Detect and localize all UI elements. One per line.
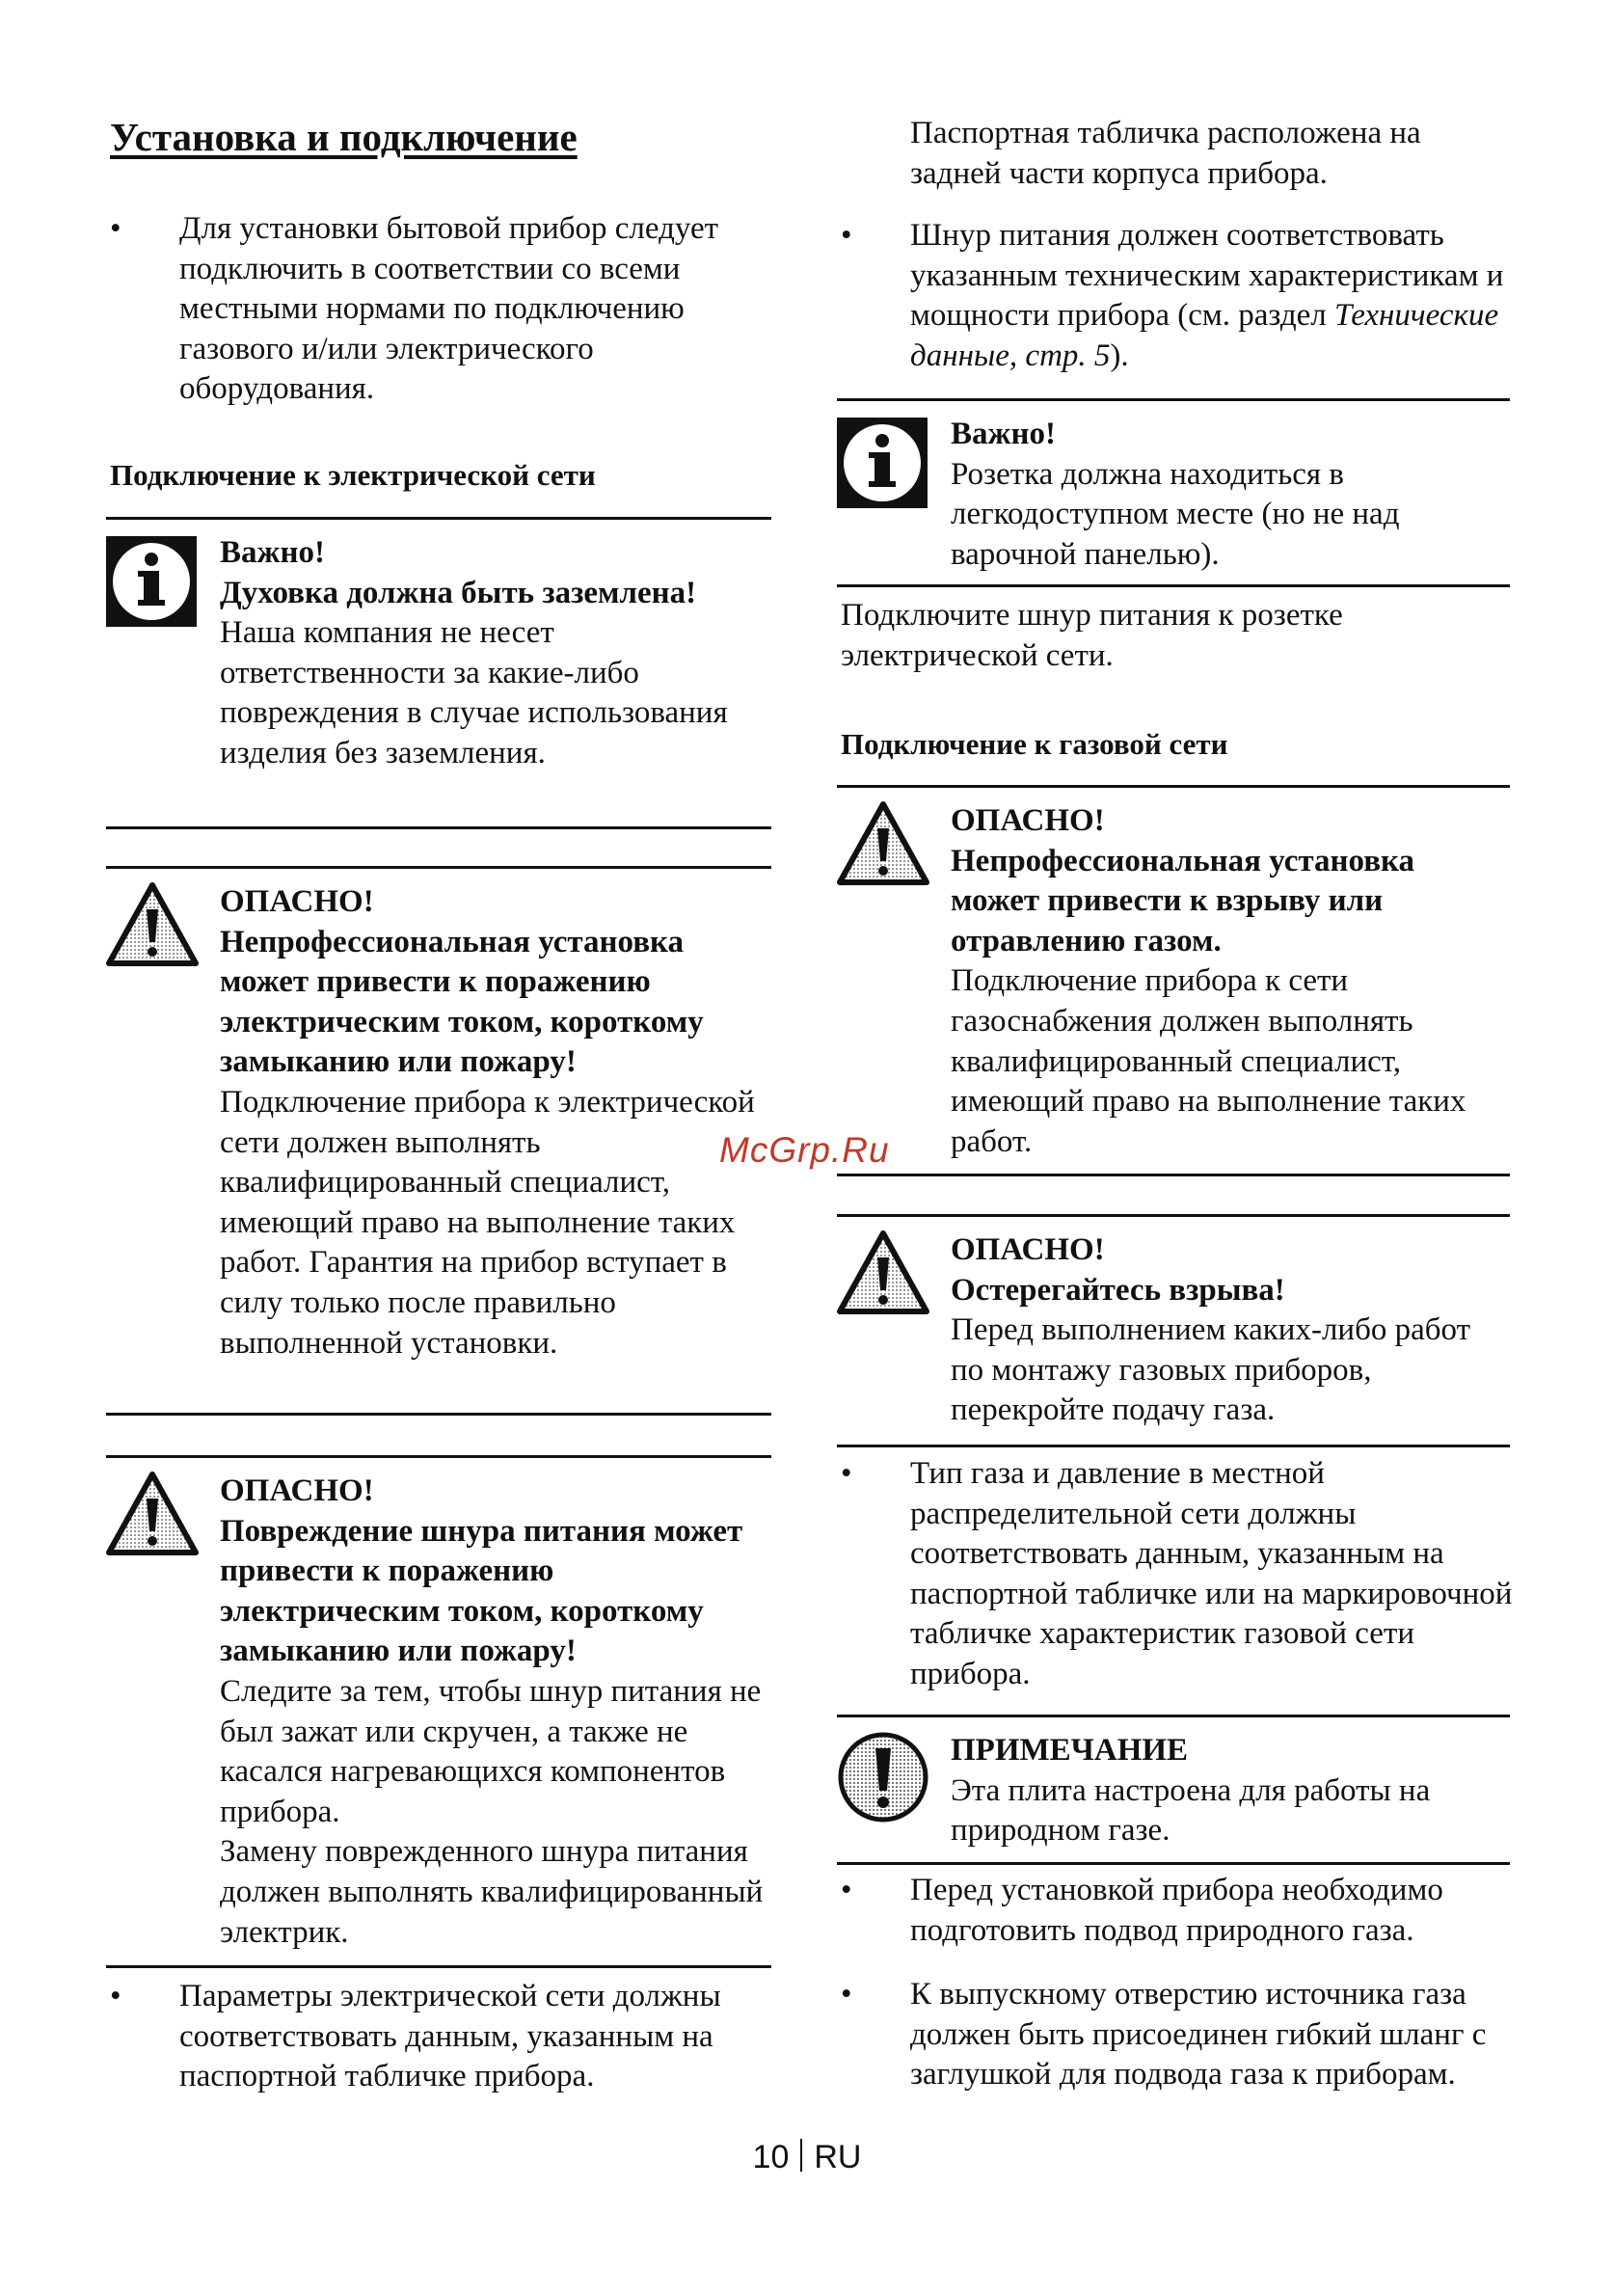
important-label: Важно!: [220, 535, 325, 570]
important-text: Наша компания не несет ответственности за какие-либо повреждения в случае использования изделия без заземления.: [220, 615, 728, 770]
prepare-bullet: • Перед установкой прибора необходимо подготовить подвод природного газа.: [841, 1873, 1443, 1948]
footer-separator: [800, 2139, 802, 2172]
bullet-dot: •: [110, 1979, 121, 2013]
danger-text: Подключение прибора к электрической сети должен выполнять квалифицированный специалист, имеющий право на выполнение таких работ. Гарантия на прибор вступает в силу только после правильно выполненной установки.: [220, 1084, 755, 1361]
language-code: RU: [814, 2139, 862, 2175]
danger-bold: Остерегайтесь взрыва!: [951, 1272, 1285, 1308]
danger-text-2: Замену поврежденного шнура питания должен выполнять квалифицированный электрик.: [220, 1834, 764, 1950]
danger-label: ОПАСНО!: [951, 1232, 1105, 1267]
important-text: Розетка должна находиться в легкодоступном месте (но не над варочной панелью).: [951, 456, 1400, 572]
warning-icon: [837, 1230, 929, 1320]
nameplate-text: Паспортная табличка расположена на задней части корпуса прибора.: [910, 116, 1421, 191]
warning-icon: [106, 1472, 199, 1561]
danger-label: ОПАСНО!: [951, 803, 1105, 838]
page-footer: [0, 2139, 1614, 2176]
exclamation-icon: [837, 1731, 929, 1828]
danger-label: ОПАСНО!: [220, 1473, 374, 1508]
gas-heading: Подключение к газовой сети: [841, 727, 1228, 761]
danger-text: Перед выполнением каких-либо работ по монтажу газовых приборов, перекройте подачу газа.: [951, 1312, 1471, 1428]
bullet-dot: •: [841, 218, 852, 253]
important-label: Важно!: [951, 417, 1056, 451]
bullet-dot: •: [841, 1456, 852, 1491]
note-label: ПРИМЕЧАНИЕ: [951, 1733, 1189, 1768]
danger-text: Следите за тем, чтобы шнур питания не был зажат или скручен, а также не касался нагревающихся компонентов прибора.: [220, 1673, 762, 1829]
spec-reference: Технические данные, стр. 5: [910, 298, 1499, 373]
warning-icon: [106, 882, 199, 972]
intro-bullet: • Для установки бытовой прибор следует подключить в соответствии со всеми местными нормами по подключению газового и/или электрического оборудования.: [110, 211, 719, 407]
danger-box-gas-install: [837, 785, 1510, 1176]
note-text: Эта плита настроена для работы на природном газе.: [951, 1772, 1431, 1849]
danger-bold: Непрофессиональная установка может привести к взрыву или отравлению газом.: [951, 843, 1415, 959]
important-box-socket: [837, 398, 1510, 587]
connect-text: Подключите шнур питания к розетке электрической сети.: [841, 598, 1343, 673]
params-bullet: • Параметры электрической сети должны соответствовать данным, указанным на паспортной табличке прибора.: [110, 1979, 721, 2094]
warning-icon: [837, 801, 929, 891]
bullet-dot: •: [841, 1977, 852, 2012]
danger-label: ОПАСНО!: [220, 884, 374, 919]
important-bold: Духовка должна быть заземлена!: [220, 575, 697, 610]
info-icon: [106, 536, 197, 632]
gas-type-bullet: • Тип газа и давление в местной распределительной сети должны соответствовать данным, указанным на паспортной табличке или на маркировочной табличке характеристик газовой сети прибора.: [841, 1456, 1513, 1691]
danger-bold: Повреждение шнура питания может привести к поражению электрическим током, короткому замыканию или пожару!: [220, 1513, 743, 1669]
danger-text: Подключение прибора к сети газоснабжения должен выполнять квалифицированный специалист, имеющий право на выполнение таких работ.: [951, 963, 1466, 1159]
bullet-dot: •: [841, 1873, 852, 1907]
cord-bullet: • Шнур питания должен соответствовать указанным техническим характеристикам и мощности прибора (см. раздел Технические данные, стр. 5).: [841, 218, 1504, 373]
electric-heading: Подключение к электрической сети: [110, 458, 596, 492]
note-box: [837, 1715, 1510, 1865]
page-number: 10: [752, 2139, 790, 2175]
danger-box-cord: [106, 1455, 771, 1968]
watermark: McGrp.Ru: [719, 1130, 890, 1170]
hose-bullet: • К выпускному отверстию источника газа должен быть присоединен гибкий шланг с заглушкой для подвода газа к приборам.: [841, 1977, 1487, 2093]
info-icon: [837, 418, 928, 513]
danger-box-explosion: [837, 1214, 1510, 1447]
page-title: Установка и подключение: [110, 115, 578, 159]
danger-bold: Непрофессиональная установка может привести к поражению электрическим током, короткому замыканию или пожару!: [220, 924, 704, 1080]
important-box-grounding: [106, 517, 771, 829]
bullet-dot: •: [110, 211, 121, 246]
danger-box-electric: [106, 866, 771, 1416]
